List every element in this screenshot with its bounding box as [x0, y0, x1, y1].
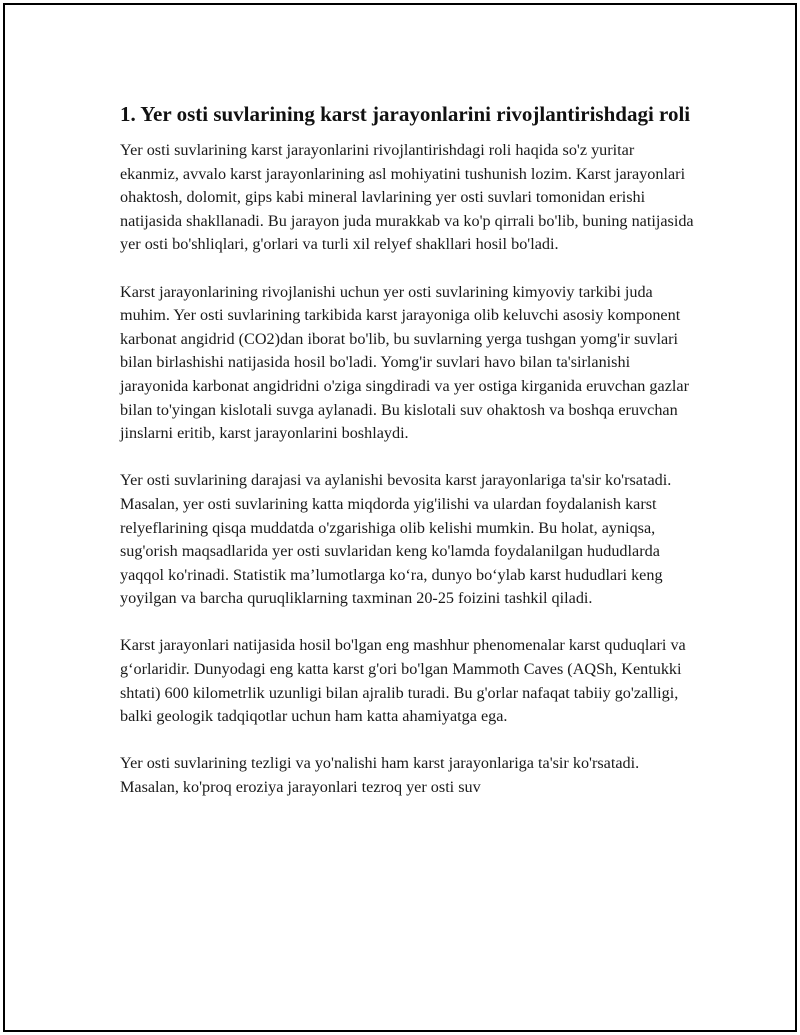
paragraph: Karst jarayonlarining rivojlanishi uchun yer osti suvlarining kimyoviy tarkibi juda muhim. Yer osti suvlarining tarkibida karst jarayoniga olib keluvchi asosiy komponent karbonat angidrid (CO2)dan iborat bo'lib, bu suvlarning yerga tushgan yomg'ir suvlari bilan birlashishi natijasida hosil bo'ladi. Yomg'ir suvlari havo bilan ta'sirlanishi jarayonida karbonat angidridni o'ziga singdiradi va yer ostiga kirganida eruvchan gazlar bilan to'yingan kislotali suvga aylanadi. Bu kislotali suv ohaktosh va boshqa eruvchan jinslarni eritib, karst jarayonlarini boshlaydi.: [120, 282, 689, 443]
paragraph: Yer osti suvlarining darajasi va aylanishi bevosita karst jarayonlariga ta'sir ko'rsatadi. Masalan, yer osti suvlarining katta miqdorda yig'ilishi va ulardan foydalanish karst relyeflarining qisqa muddatda o'zgarishiga olib kelishi mumkin. Bu holat, ayniqsa, sug'orish maqsadlarida yer osti suvlaridan keng ko'lamda foydalanilgan hududlarda yaqqol ko'rinadi. Statistik ma’lumotlarga ko‘ra, dunyo bo‘ylab karst hududlari keng yoyilgan va barcha quruqliklarning taxminan 20-25 foizini tashkil qiladi.: [120, 471, 672, 608]
paragraph: Karst jarayonlari natijasida hosil bo'lgan eng mashhur phenomenalar karst quduqlari va g‘orlaridir. Dunyodagi eng katta karst g'ori bo'lgan Mammoth Caves (AQSh, Kentukki shtati) 600 kilometrlik uzunligi bilan ajralib turadi. Bu g'orlar nafaqat tabiiy go'zalligi, balki geologik tadqiqotlar uchun ham katta ahamiyatga ega.: [120, 636, 686, 726]
paragraph: Yer osti suvlarining tezligi va yo'nalishi ham karst jarayonlariga ta'sir ko'rsatadi. Masalan, ko'proq eroziya jarayonlari tezroq yer osti suv: [120, 754, 640, 797]
document-page: [3, 3, 797, 1032]
paragraph: Yer osti suvlarining karst jarayonlarini rivojlantirishdagi roli haqida so'z yuritar ekanmiz, avvalo karst jarayonlarining asl mohiyatini tushunish lozim. Karst jarayonlari ohaktosh, dolomit, gips kabi mineral lavlarining yer osti suvlari tomonidan erishi natijasida shakllanadi. Bu jarayon juda murakkab va ko'p qirrali bo'lib, buning natijasida yer osti bo'shliqlari, g'orlari va turli xil relyef shakllari hosil bo'ladi.: [120, 141, 694, 254]
document-title: 1. Yer osti suvlarining karst jarayonlarini rivojlantirishdagi roli: [120, 102, 691, 126]
document-content: [120, 100, 695, 823]
